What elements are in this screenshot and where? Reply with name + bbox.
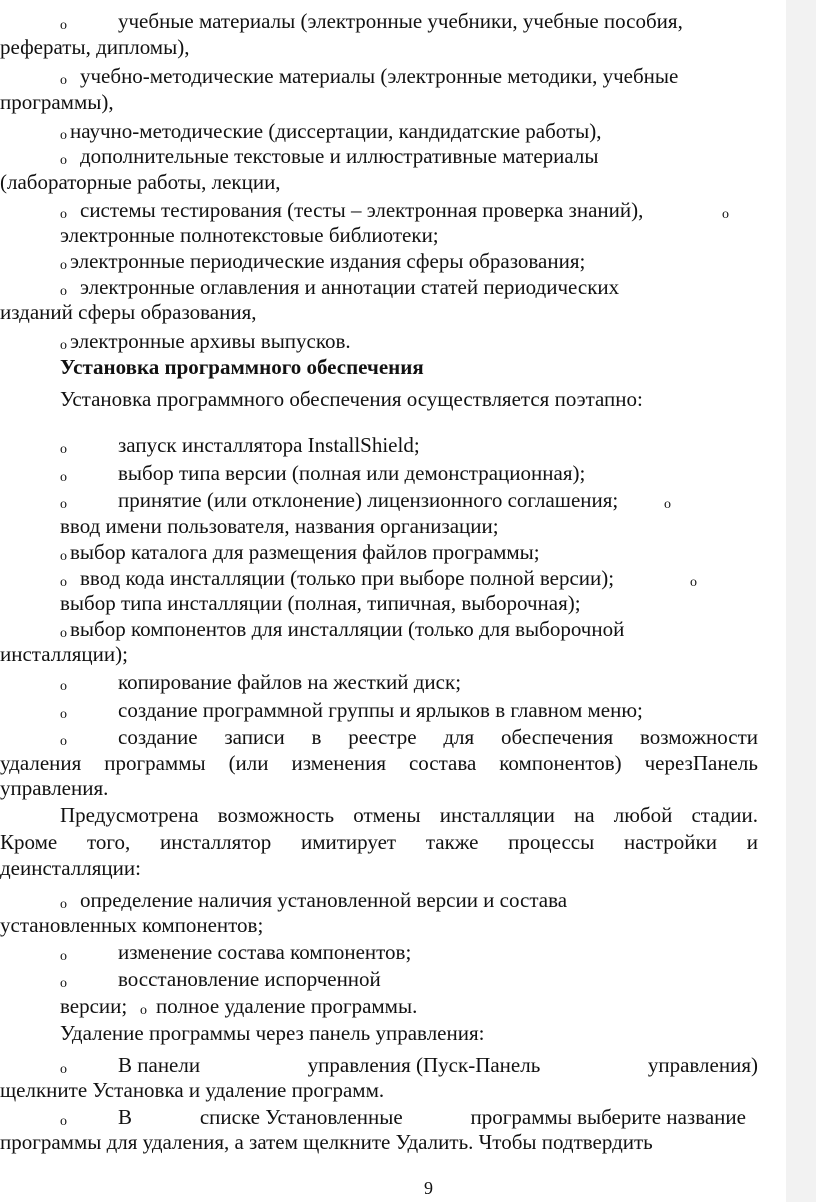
word: инсталляции — [439, 803, 555, 827]
word: возможность — [217, 803, 335, 827]
word: Предусмотрена — [60, 803, 199, 827]
word: настройки — [623, 830, 717, 854]
bullet: o — [60, 707, 67, 722]
phrase: программы выберите название — [470, 1105, 746, 1129]
list2-step1: запуск инсталлятора InstallShield; — [118, 433, 420, 457]
word: стадии. — [691, 803, 758, 827]
bullet: o — [140, 1003, 147, 1018]
list1-item2-line2: программы), — [0, 90, 114, 114]
intro-paragraph: Установка программного обеспечения осуществляется поэтапно: — [60, 387, 643, 411]
word: записи — [224, 725, 285, 749]
bullet: o — [60, 470, 67, 485]
bullet: o — [60, 575, 67, 590]
list1-item6: электронные полнотекстовые библиотеки; — [60, 223, 439, 247]
word: для — [443, 725, 475, 749]
list2-step11-line3: управления. — [0, 776, 109, 800]
word: удаления — [0, 751, 82, 775]
para-line1 — [60, 802, 758, 828]
page-number: 9 — [424, 1178, 433, 1198]
bullet: o — [60, 128, 67, 143]
list2-step2: выбор типа версии (полная или демонстрационная); — [118, 461, 586, 485]
bullet: o — [60, 153, 67, 168]
list1-item5: системы тестирования (тесты – электронная проверка знаний), — [80, 198, 644, 222]
bullet: o — [60, 338, 67, 353]
bullet: o — [60, 497, 67, 512]
list1-item4-line1: дополнительные текстовые и иллюстративные материалы — [80, 144, 599, 168]
bullet: o — [690, 575, 697, 590]
word: имитирует — [300, 830, 397, 854]
bullet: o — [60, 734, 67, 749]
word: программы — [104, 751, 206, 775]
word: Кроме — [0, 830, 58, 854]
bullet: o — [722, 207, 729, 222]
word: компонентов) — [499, 751, 622, 775]
list1-item1-line1: учебные материалы (электронные учебники, учебные пособия, — [118, 9, 683, 33]
list1-item2-line1: учебно-методические материалы (электронные методики, учебные — [80, 64, 679, 88]
bullet: o — [664, 497, 671, 512]
list2-step8-line2: инсталляции); — [0, 642, 128, 666]
bullet: o — [60, 284, 67, 299]
word: отмены — [353, 803, 421, 827]
list2-step10: создание программной группы и ярлыков в главном меню; — [118, 698, 643, 722]
bullet: o — [60, 442, 67, 457]
list2-step8-line1: выбор компонентов для инсталляции (только для выборочной — [70, 617, 625, 641]
phrase: управления (Пуск-Панель — [307, 1053, 541, 1077]
removal-intro: Удаление программы через панель управления: — [60, 1021, 485, 1045]
list1-item1-line2: рефераты, дипломы), — [0, 35, 190, 59]
phrase: управления) — [647, 1053, 758, 1077]
list3-item1-line1: определение наличия установленной версии и состава — [80, 888, 568, 912]
list2-step9: копирование файлов на жесткий диск; — [118, 670, 462, 694]
bullet: o — [60, 976, 67, 991]
list1-item7: электронные периодические издания сферы образования; — [70, 249, 586, 273]
bullet: o — [60, 897, 67, 912]
word: в — [311, 725, 322, 749]
bullet: o — [60, 1062, 67, 1077]
para-line3: деинсталляции: — [0, 856, 141, 880]
phrase: В — [118, 1105, 133, 1129]
word: и — [746, 830, 758, 854]
page-gutter — [786, 0, 816, 1202]
bullet: o — [60, 549, 67, 564]
bullet: o — [60, 679, 67, 694]
list4-item2-line2: программы для удаления, а затем щелкните Удалить. Чтобы подтвердить — [0, 1130, 653, 1154]
word: процессы — [508, 830, 595, 854]
list2-step11-line1 — [118, 724, 758, 750]
list1-item8-line1: электронные оглавления и аннотации статей периодических — [80, 275, 620, 299]
section-heading: Установка программного обеспечения — [60, 355, 424, 379]
list1-item8-line2: изданий сферы образования, — [0, 300, 257, 324]
word: возможности — [639, 725, 758, 749]
list3-item4: полное удаление программы. — [156, 994, 418, 1018]
bullet: o — [60, 207, 67, 222]
bullet: o — [60, 626, 67, 641]
word: на — [574, 803, 595, 827]
bullet: o — [60, 258, 67, 273]
list2-step7: выбор типа инсталляции (полная, типичная, выборочная); — [60, 591, 581, 615]
list4-item2-line1 — [118, 1104, 746, 1130]
list3-item3-line2: версии; — [60, 994, 128, 1018]
list3-item1-line2: установленных компонентов; — [0, 913, 264, 937]
word: изменения — [291, 751, 386, 775]
phrase: списке Установленные — [199, 1105, 403, 1129]
list3-item2: изменение состава компонентов; — [118, 940, 412, 964]
phrase: В панели — [118, 1053, 201, 1077]
list2-step11-line2 — [0, 750, 758, 776]
word: инсталлятор — [159, 830, 272, 854]
bullet: o — [60, 18, 67, 33]
list2-step5: выбор каталога для размещения файлов программы; — [70, 540, 540, 564]
word: состава — [408, 751, 477, 775]
bullet: o — [60, 73, 67, 88]
list2-step3: принятие (или отклонение) лицензионного соглашения; — [118, 488, 619, 512]
list2-step4: ввод имени пользователя, названия организации; — [60, 514, 499, 538]
list1-item9: электронные архивы выпусков. — [70, 329, 351, 353]
para-line2 — [0, 829, 758, 855]
list4-item1-line1 — [118, 1052, 758, 1078]
word: того, — [86, 830, 131, 854]
word: черезПанель — [644, 751, 758, 775]
list2-step6: ввод кода инсталляции (только при выборе полной версии); — [80, 566, 615, 590]
bullet: o — [60, 1114, 67, 1129]
word: (или — [228, 751, 269, 775]
list4-item1-line2: щелкните Установка и удаление программ. — [0, 1078, 385, 1102]
word: реестре — [348, 725, 417, 749]
list3-item3-line1: восстановление испорченной — [118, 967, 381, 991]
word: также — [425, 830, 479, 854]
bullet: o — [60, 949, 67, 964]
word: любой — [613, 803, 673, 827]
list1-item3: научно-методические (диссертации, кандидатские работы), — [70, 119, 602, 143]
word: создание — [118, 725, 198, 749]
word: обеспечения — [500, 725, 614, 749]
list1-item4-line2: (лабораторные работы, лекции, — [0, 170, 281, 194]
